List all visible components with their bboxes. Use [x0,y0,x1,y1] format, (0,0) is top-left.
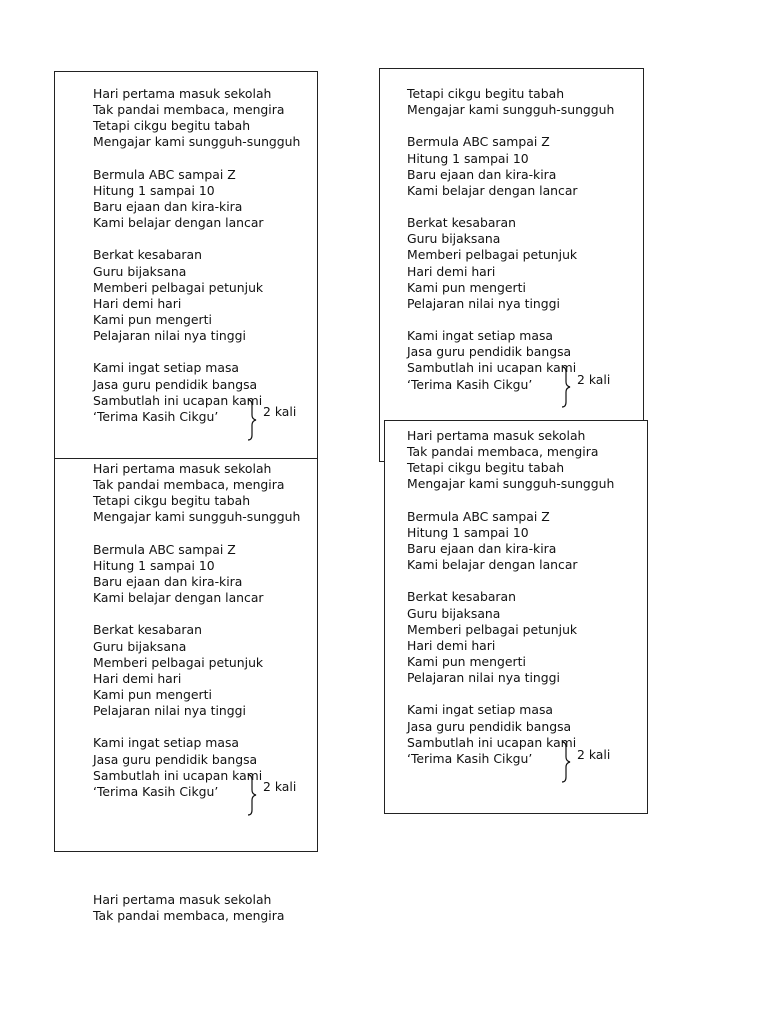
lyric-line: Hitung 1 sampai 10 [407,524,529,540]
lyric-line: Kami pun mengerti [93,311,212,327]
lyric-line: Guru bijaksana [407,231,501,247]
lyric-line: Kami belajar dengan lancar [407,557,578,573]
lyric-line: Hari pertama masuk sekolah [93,86,272,101]
lyric-line: Sambutlah ini ucapan kami [93,392,263,408]
lyric-line: Memberi pelbagai petunjuk [407,247,578,263]
lyric-line: Berkat kesabaran [93,622,202,638]
lyric-line: Kami pun mengerti [407,653,526,669]
lyrics-bottom-right [407,428,614,767]
lyric-line: Bermula ABC sampai Z [407,508,550,524]
lyric-line: ‘Terima Kasih Cikgu’ [93,783,219,799]
lyrics-top-left [93,86,300,425]
lyric-line: Bermula ABC sampai Z [93,166,236,182]
lyric-line: Tak pandai membaca, mengira [93,908,285,924]
lyrics-footer [93,892,284,924]
lyric-line: Tak pandai membaca, mengira [93,102,285,118]
repeat-brace [246,399,258,441]
lyric-line: Pelajaran nilai nya tinggi [407,295,560,311]
lyric-line: Jasa guru pendidik bangsa [407,344,572,360]
lyric-line: Bermula ABC sampai Z [93,541,236,557]
lyric-line: Bermula ABC sampai Z [407,134,550,150]
repeat-label: 2 kali [577,372,611,387]
lyric-line: Baru ejaan dan kira-kira [93,573,243,589]
repeat-label: 2 kali [577,747,611,762]
lyric-line: Kami pun mengerti [93,686,212,702]
lyric-line: Memberi pelbagai petunjuk [407,621,578,637]
lyric-line: Kami belajar dengan lancar [93,590,264,606]
lyric-line: Pelajaran nilai nya tinggi [93,703,246,719]
lyrics-top-right [407,86,614,393]
lyric-line: Hari demi hari [93,670,182,686]
lyric-line: Mengajar kami sungguh-sungguh [93,134,301,150]
lyric-line: Kami belajar dengan lancar [93,215,264,231]
lyric-line: Mengajar kami sungguh-sungguh [407,102,615,118]
lyric-line: Hari demi hari [407,263,496,279]
lyric-line: Mengajar kami sungguh-sungguh [93,509,301,525]
lyric-line: Pelajaran nilai nya tinggi [93,328,246,344]
lyric-line: Jasa guru pendidik bangsa [93,376,258,392]
lyric-line: Hari demi hari [93,295,182,311]
lyric-line: Kami ingat setiap masa [407,702,553,718]
lyric-line: Tetapi cikgu begitu tabah [93,493,251,509]
lyric-line: Kami belajar dengan lancar [407,182,578,198]
lyric-line: Hitung 1 sampai 10 [407,150,529,166]
lyric-line: Hari pertama masuk sekolah [93,461,272,476]
lyric-line: Tetapi cikgu begitu tabah [407,460,565,476]
lyric-line: Guru bijaksana [407,605,501,621]
repeat-label: 2 kali [263,779,297,794]
lyric-line: Berkat kesabaran [407,215,516,231]
lyric-line: Tetapi cikgu begitu tabah [407,86,565,101]
lyric-line: ‘Terima Kasih Cikgu’ [407,376,533,392]
lyric-line: Tetapi cikgu begitu tabah [93,118,251,134]
lyric-line: Tak pandai membaca, mengira [93,477,285,493]
lyric-line: Sambutlah ini ucapan kami [93,767,263,783]
lyric-line: Guru bijaksana [93,263,187,279]
repeat-brace [560,366,572,408]
lyric-line: Baru ejaan dan kira-kira [407,166,557,182]
lyric-line: Memberi pelbagai petunjuk [93,654,264,670]
lyric-line: Mengajar kami sungguh-sungguh [407,476,615,492]
lyric-line: Hari pertama masuk sekolah [407,428,586,443]
lyric-line: Sambutlah ini ucapan kami [407,360,577,376]
lyric-line: Guru bijaksana [93,638,187,654]
lyric-line: Memberi pelbagai petunjuk [93,279,264,295]
lyric-line: Baru ejaan dan kira-kira [93,198,243,214]
repeat-label: 2 kali [263,404,297,419]
lyric-line: Kami ingat setiap masa [93,735,239,751]
repeat-brace [560,741,572,783]
lyric-line: ‘Terima Kasih Cikgu’ [93,408,219,424]
lyric-line: Berkat kesabaran [93,247,202,263]
lyric-line: Pelajaran nilai nya tinggi [407,670,560,686]
lyric-line: Jasa guru pendidik bangsa [407,718,572,734]
lyric-line: Berkat kesabaran [407,589,516,605]
lyric-line: Sambutlah ini ucapan kami [407,734,577,750]
lyric-line: Jasa guru pendidik bangsa [93,751,258,767]
repeat-brace [246,774,258,816]
lyric-line: Kami pun mengerti [407,279,526,295]
lyric-line: Baru ejaan dan kira-kira [407,540,557,556]
lyric-line: ‘Terima Kasih Cikgu’ [407,750,533,766]
lyric-line: Kami ingat setiap masa [407,328,553,344]
lyric-line: Hari pertama masuk sekolah [93,892,272,907]
lyric-line: Hitung 1 sampai 10 [93,182,215,198]
lyric-line: Hari demi hari [407,637,496,653]
lyrics-bottom-left [93,461,300,800]
lyric-line: Kami ingat setiap masa [93,360,239,376]
lyric-line: Tak pandai membaca, mengira [407,444,599,460]
lyric-line: Hitung 1 sampai 10 [93,557,215,573]
